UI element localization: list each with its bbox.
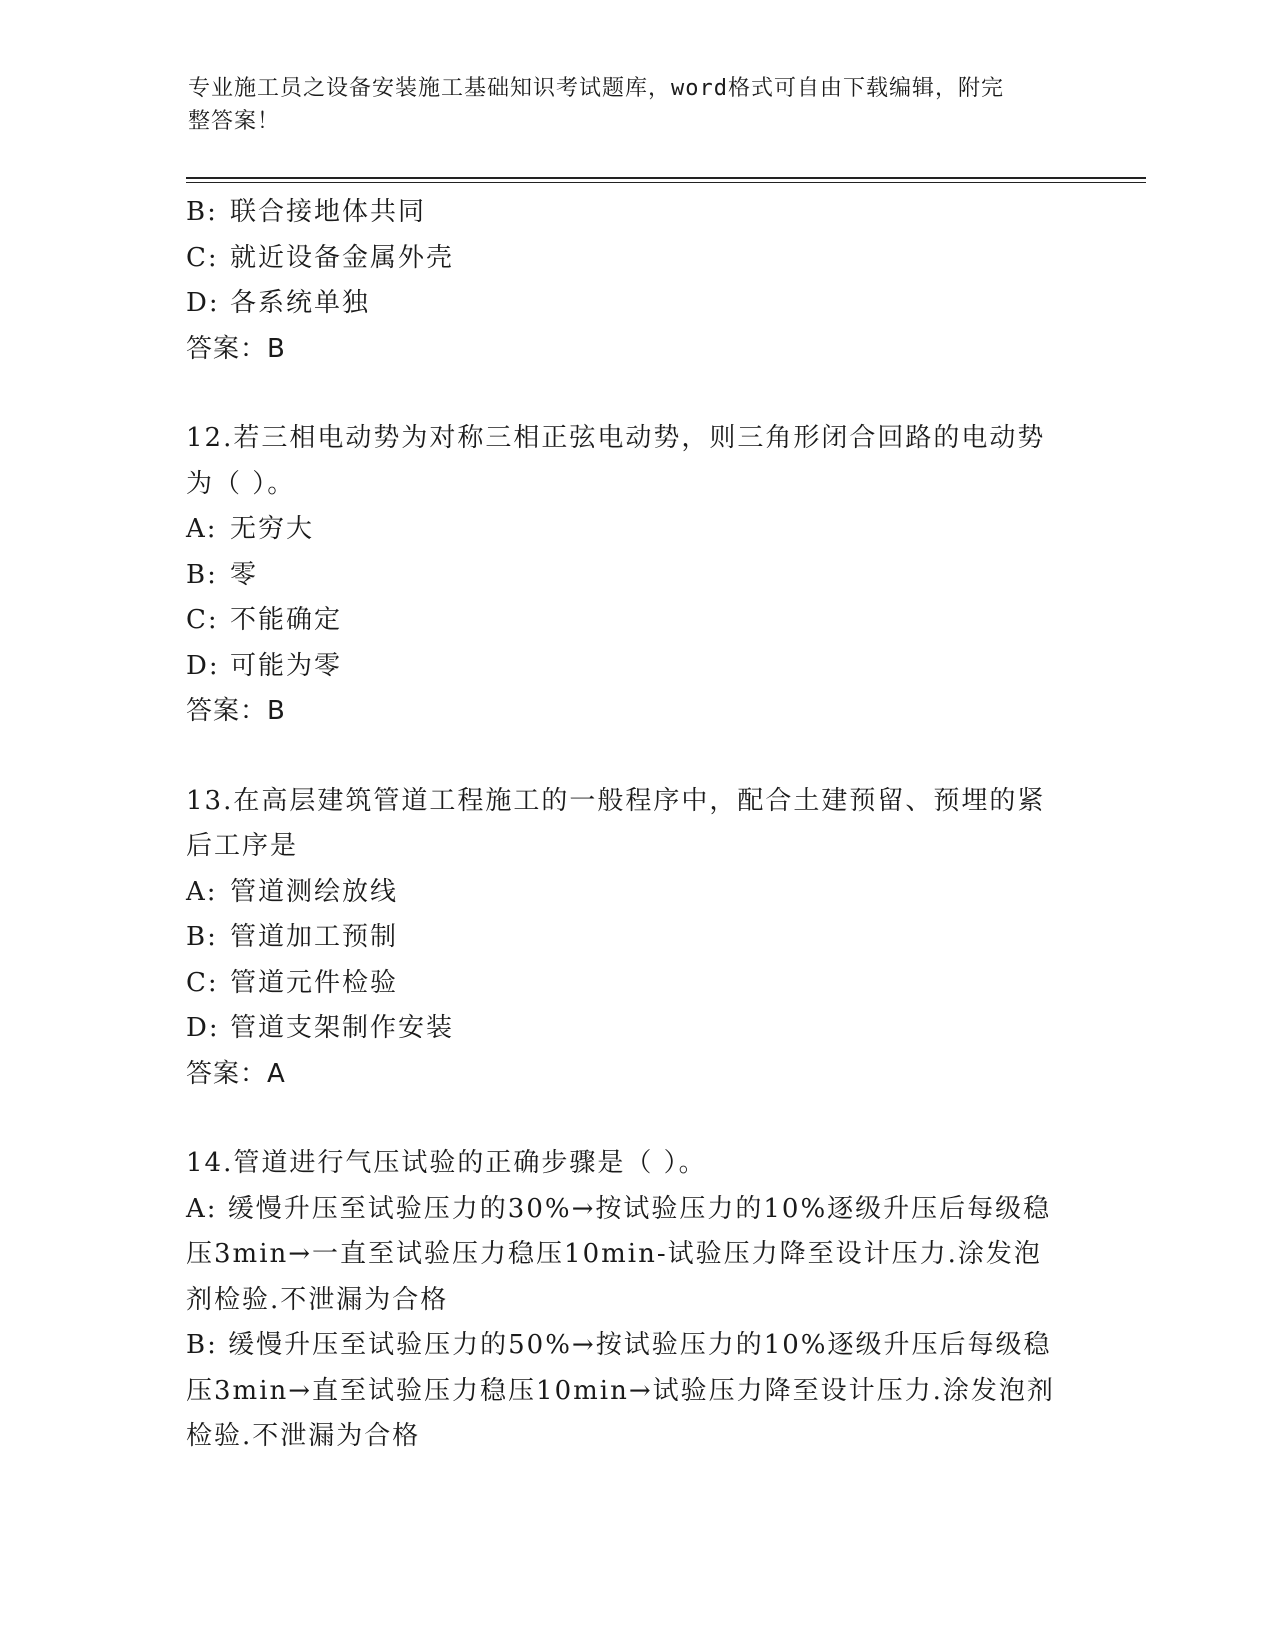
- option-key: C:: [186, 967, 219, 998]
- header-divider-thin: [186, 182, 1146, 183]
- question-11-continued: [186, 190, 1086, 372]
- question-stem: [186, 1141, 1066, 1187]
- option-b-line: 压3min→直至试验压力稳压10min→试验压力降至设计压力.涂发泡剂: [186, 1375, 1055, 1406]
- option-b-line: 检验.不泄漏为合格: [186, 1421, 421, 1451]
- option-text: 各系统单独: [230, 288, 371, 318]
- option-c: [186, 961, 1086, 1007]
- option-d: [186, 644, 1086, 690]
- option-key: B:: [186, 197, 218, 227]
- question-list: [186, 190, 1086, 1460]
- option-key: D:: [186, 288, 220, 318]
- option-a-line: A: 缓慢升压至试验压力的30%→按试验压力的10%逐级升压后每级稳: [186, 1193, 1052, 1224]
- option-b: [186, 915, 1086, 961]
- option-key: D:: [186, 650, 220, 681]
- option-text: 管道测绘放线: [230, 876, 399, 907]
- stem-line: 14.管道进行气压试验的正确步骤是（ ）。: [186, 1148, 707, 1178]
- option-a: [186, 870, 1086, 916]
- option-key: B:: [186, 922, 218, 952]
- option-text: 零: [230, 559, 259, 590]
- option-key: A:: [186, 876, 218, 907]
- header-divider-thick: [186, 177, 1146, 179]
- option-a-line: 剂检验.不泄漏为合格: [186, 1284, 449, 1315]
- stem-line: 后工序是: [186, 831, 299, 861]
- option-key: C:: [186, 242, 219, 273]
- stem-line: 13.在高层建筑管道工程施工的一般程序中，配合土建预留、预埋的紧: [186, 785, 1046, 816]
- document-header: [188, 72, 1068, 138]
- stem-line: 12.若三相电动势为对称三相正弦电动势，则三角形闭合回路的电动势: [186, 423, 1046, 453]
- option-b-line: B: 缓慢升压至试验压力的50%→按试验压力的10%逐级升压后每级稳: [186, 1330, 1052, 1360]
- option-d: [186, 281, 1086, 327]
- option-text: 管道支架制作安装: [230, 1013, 455, 1043]
- option-text: 不能确定: [230, 605, 343, 635]
- option-c: [186, 598, 1086, 644]
- answer: 答案：B: [186, 696, 286, 726]
- answer: 答案：B: [186, 333, 286, 364]
- option-a: [186, 507, 1086, 553]
- option-d: [186, 1006, 1086, 1052]
- option-text: 管道加工预制: [230, 922, 399, 952]
- option-text: 联合接地体共同: [230, 197, 427, 227]
- option-text: 管道元件检验: [230, 967, 399, 998]
- question-13: [186, 779, 1086, 1098]
- option-text: 就近设备金属外壳: [230, 242, 455, 273]
- option-b: [186, 190, 1086, 236]
- option-text: 无穷大: [230, 514, 315, 544]
- option-key: B:: [186, 559, 218, 590]
- option-c: [186, 236, 1086, 282]
- question-stem: [186, 779, 1066, 870]
- option-b: [186, 553, 1086, 599]
- option-key: D:: [186, 1013, 220, 1043]
- question-14: [186, 1141, 1086, 1460]
- question-stem: [186, 416, 1066, 507]
- answer: 答案：A: [186, 1058, 286, 1089]
- stem-line: 为（ ）。: [186, 468, 296, 499]
- option-a-line: 压3min→一直至试验压力稳压10min-试验压力降至设计压力.涂发泡: [186, 1239, 1042, 1269]
- header-title-line2: 整答案！: [188, 109, 281, 134]
- option-text: 可能为零: [230, 650, 343, 681]
- question-12: [186, 416, 1086, 735]
- option-key: C:: [186, 605, 219, 635]
- option-key: A:: [186, 514, 218, 544]
- header-title-line1: 专业施工员之设备安装施工基础知识考试题库，word格式可自由下载编辑，附完: [188, 76, 1004, 101]
